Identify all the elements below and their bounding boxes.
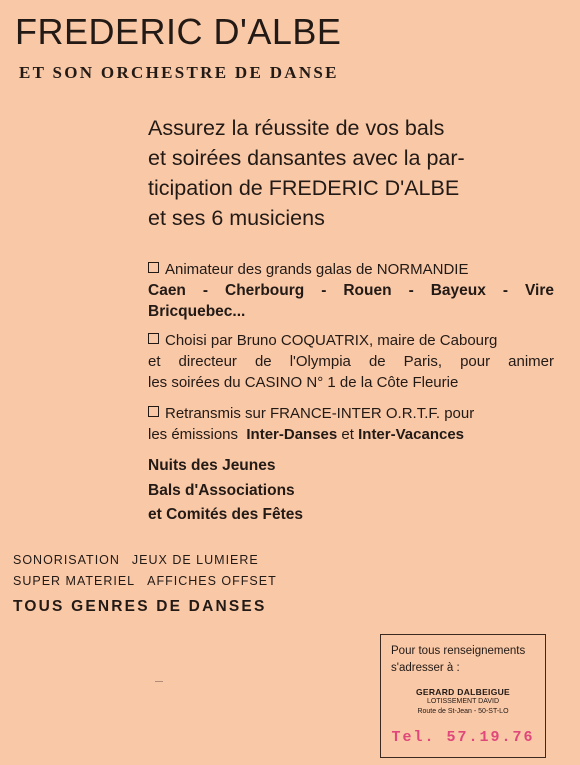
page-title: FREDERIC D'ALBE: [15, 11, 342, 52]
bullet-france-inter: [148, 403, 554, 445]
bullet-normandie: [148, 259, 554, 322]
contact-route: Route de St-Jean - 50-ST-LO: [417, 708, 509, 715]
contact-line: s'adresser à :: [391, 661, 460, 674]
divider-mark: [155, 681, 163, 682]
cities-line: Caen - Cherbourg - Rouen - Bayeux - Vire: [148, 282, 554, 299]
intro-line: et ses 6 musiciens: [148, 206, 325, 230]
bullet-coquatrix: [148, 330, 554, 393]
bullet-text: Retransmis sur FRANCE-INTER O.R.T.F. pour: [165, 405, 475, 422]
service-item: SUPER MATERIEL: [13, 574, 136, 588]
contact-stamp-box: [380, 634, 546, 758]
all-dances-heading: TOUS GENRES DE DANSES: [13, 598, 267, 615]
bullet-text: Animateur des grands galas de NORMANDIE: [165, 261, 469, 278]
contact-info: [381, 643, 545, 676]
events-list: [148, 454, 303, 528]
intro-line: et soirées dansantes avec la par-: [148, 146, 465, 170]
event-item: et Comités des Fêtes: [148, 506, 304, 523]
show-name: Inter-Vacances: [358, 426, 465, 443]
intro-paragraph: [148, 113, 554, 233]
event-item: Nuits des Jeunes: [148, 457, 276, 474]
services-list: [13, 550, 277, 592]
bullet-line: [148, 259, 554, 280]
bullet-text: les émissions: [148, 426, 239, 443]
services-row: [13, 550, 277, 571]
bullet-line: [148, 424, 554, 445]
intro-line: ticipation de FREDERIC D'ALBE: [148, 176, 460, 200]
bullet-line: [148, 330, 554, 351]
bullet-line: les soirées du CASINO N° 1 de la Côte Fleurie: [148, 374, 459, 391]
bullet-line: et directeur de l'Olympia de Paris, pour animer: [148, 353, 554, 370]
checkbox-square-icon: [148, 262, 159, 273]
contact-lot: LOTISSEMENT DAVID: [426, 698, 500, 705]
checkbox-square-icon: [148, 406, 159, 417]
service-item: JEUX DE LUMIERE: [131, 553, 259, 567]
contact-name: GERARD DALBEIGUE: [415, 687, 511, 697]
service-item: SONORISATION: [13, 553, 120, 567]
event-item: Bals d'Associations: [148, 481, 295, 499]
show-name: Inter-Danses: [246, 426, 338, 443]
services-row: [13, 571, 277, 592]
bullet-text: Choisi par Bruno COQUATRIX, maire de Cabourg: [165, 332, 498, 349]
cities-line: Bricquebec...: [148, 303, 246, 320]
bullet-line: [148, 403, 554, 424]
contact-phone: Tel. 57.19.76: [391, 729, 535, 746]
contact-address: [381, 687, 545, 717]
service-item: AFFICHES OFFSET: [147, 574, 277, 588]
page-subtitle: ET SON ORCHESTRE DE DANSE: [19, 63, 339, 82]
intro-line: Assurez la réussite de vos bals: [148, 116, 445, 140]
contact-line: Pour tous renseignements: [391, 645, 526, 657]
bullet-text: et: [341, 426, 354, 443]
checkbox-square-icon: [148, 333, 159, 344]
